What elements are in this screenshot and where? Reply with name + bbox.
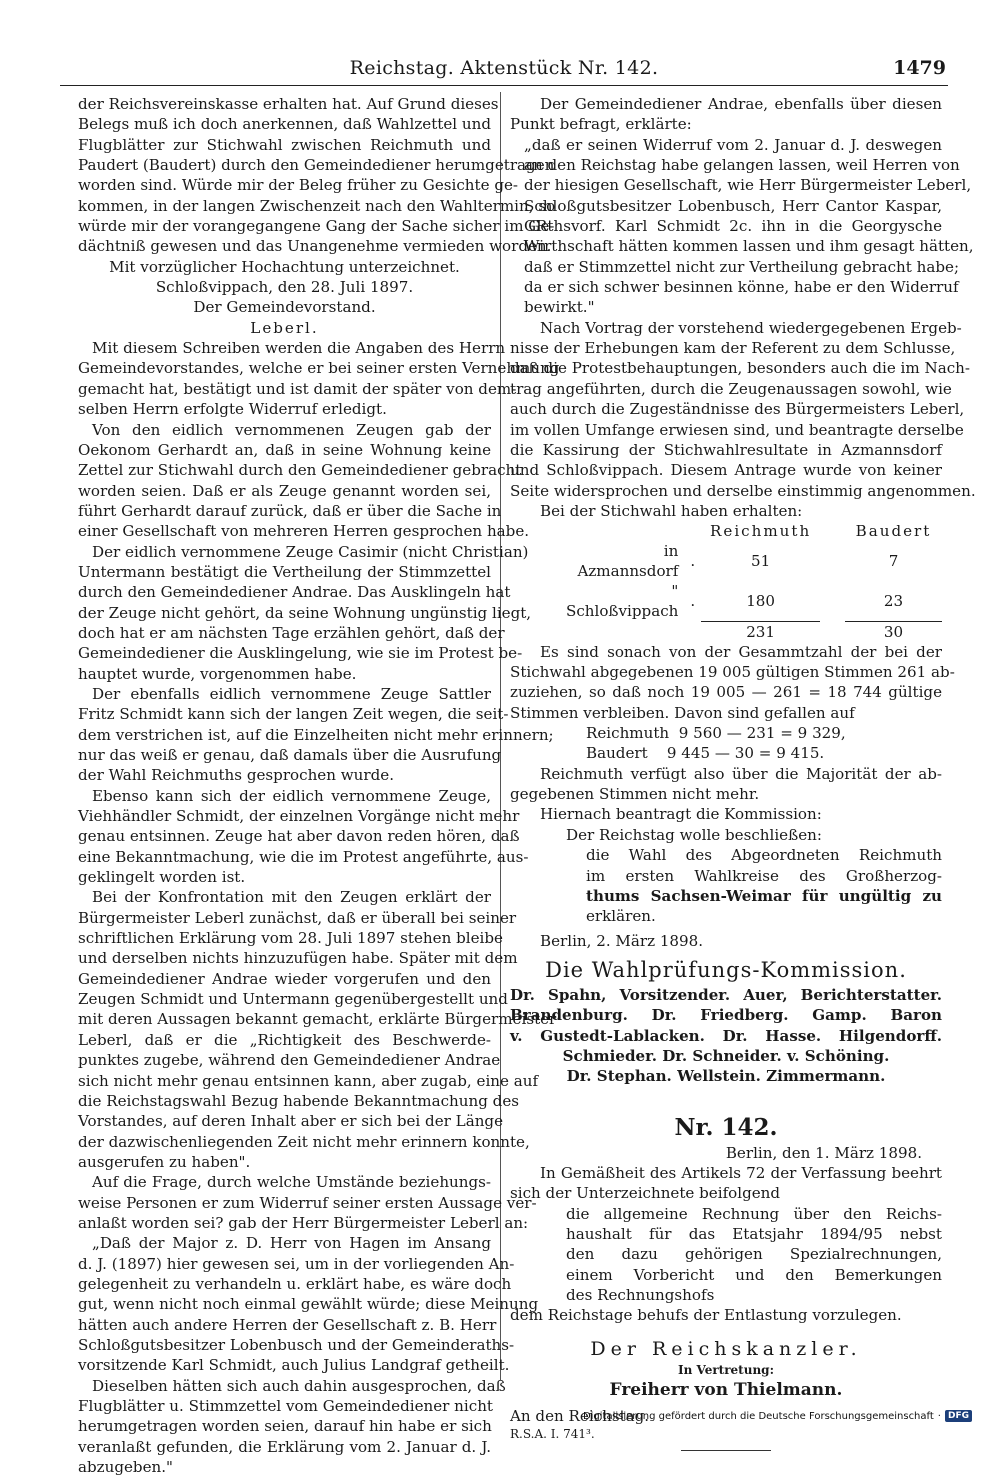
nr-paragraph-1 — [510, 1163, 942, 1204]
text-line: der Wahl Reichmuths gesprochen wurde. — [78, 766, 394, 785]
text-line: Zettel zur Stichwahl durch den Gemeindediener gebracht — [78, 461, 522, 480]
text-line: „Daß der Major z. D. Herr von Hagen im Ansang — [92, 1234, 491, 1253]
text-line: Gemeindediener Andrae wieder vorgerufen und den — [78, 969, 491, 988]
text-line: Ebenso kann sich der eidlich vernommene Zeuge, — [92, 786, 491, 805]
text-line: Der ebenfalls eidlich vernommene Zeuge Sattler — [92, 684, 491, 703]
text-line: im vollen Umfange erwiesen sind, und beantragte derselbe — [510, 420, 964, 439]
text-line: Stichwahl abgegebenen 19 005 gültigen Stimmen 261 ab- — [510, 663, 955, 682]
end-rule — [681, 1450, 771, 1451]
text-line: GRthsvorf. Karl Schmidt 2c. ihn in die Georgysche — [524, 217, 942, 236]
text-line: einer Gesellschaft von mehreren Herren gesprochen habe. — [78, 522, 530, 541]
text-line: Gemeindevorstandes, welche er bei seiner ersten Vernehmung — [78, 359, 560, 378]
right-paragraph-2 — [510, 318, 976, 501]
text-line: Leberl, daß er die „Richtigkeit des Beschwerde- — [78, 1030, 491, 1049]
text-line: In Gemäßheit des Artikels 72 der Verfassung beehrt — [540, 1163, 942, 1182]
text-line: Reichmuth verfügt also über die Majorität der ab- — [540, 764, 942, 783]
table-intro: Bei der Stichwahl haben erhalten: — [540, 501, 803, 520]
text-line: sich nicht mehr genau entsinnen kann, aber zugab, eine auf — [78, 1071, 539, 1090]
text-line: da er sich schwer besinnen könne, habe er den Widerruf — [524, 278, 959, 297]
member-line: Dr. Spahn, Vorsitzender. Auer, Berichterstatter. — [510, 985, 942, 1004]
text-line: hätten auch andere Herren der Gesellschaft z. B. Herr — [78, 1315, 497, 1334]
text-line: nisse der Erhebungen kam der Referent zu dem Schlusse, — [510, 339, 956, 358]
left-paragraph-7 — [78, 887, 557, 1172]
table-cell: 23 — [845, 581, 942, 621]
left-paragraph-6 — [78, 786, 529, 888]
letter-office: Der Gemeindevorstand. — [193, 298, 376, 317]
left-paragraph-1 — [78, 94, 556, 257]
text-line: würde mir der vorangegangene Gang der Sache sicher im Ge- — [78, 217, 555, 236]
table-cell-sep: . — [690, 552, 696, 571]
left-paragraph-3 — [78, 420, 530, 542]
nr-paragraph-3: dem Reichstage behufs der Entlastung vorzulegen. — [510, 1306, 902, 1325]
left-paragraph-2 — [78, 338, 560, 419]
text-line: ausgerufen zu haben". — [78, 1152, 251, 1171]
vote-table — [560, 521, 942, 642]
text-line: gemacht hat, bestätigt und ist damit der später von dem- — [78, 379, 517, 398]
text-line: einem Vorbericht und den Bemerkungen — [566, 1265, 942, 1284]
left-paragraph-8 — [78, 1172, 537, 1233]
text-line: genau entsinnen. Zeuge hat aber davon reden hören, daß — [78, 827, 520, 846]
text-line: bewirkt." — [524, 298, 595, 317]
letter-place-date: Schloßvippach, den 28. Juli 1897. — [155, 278, 414, 297]
text-line: hauptet wurde, vorgenommen habe. — [78, 664, 357, 683]
text-line: Belegs muß ich doch anerkennen, daß Wahlzettel und — [78, 115, 492, 134]
digitization-footer — [583, 1410, 972, 1422]
text-line: weise Personen er zum Widerruf seiner ersten Aussage ver- — [78, 1193, 537, 1212]
text-line: gelegenheit zu verhandeln u. erklärt habe, es wäre doch — [78, 1274, 512, 1293]
text-line: Viehhändler Schmidt, der einzelnen Vorgänge nicht mehr — [78, 807, 520, 826]
member-line: Brandenburg. Dr. Friedberg. Gamp. Baron — [510, 1006, 942, 1025]
table-cell: 7 — [888, 552, 899, 571]
text-line: punktes zugebe, während den Gemeindediener Andrae — [78, 1051, 501, 1070]
text-line: worden sind. Würde mir der Beleg früher zu Gesichte ge- — [78, 176, 519, 195]
text-line: an den Reichstag habe gelangen lassen, weil Herren von — [524, 156, 960, 175]
text-line: dächtniß gewesen und das Unangenehme vermieden worden. — [78, 237, 552, 256]
table-total-row — [560, 621, 942, 642]
member-line: Dr. Stephan. Wellstein. Zimmermann. — [566, 1067, 886, 1086]
member-line: v. Gustedt-Lablacken. Dr. Hasse. Hilgendorff. — [510, 1026, 942, 1045]
text-line: Oekonom Gerhardt an, daß in seine Wohnung keine — [78, 440, 491, 459]
text-line: schriftlichen Erklärung vom 28. Juli 1897 stehen bleibe — [78, 929, 503, 948]
table-row — [560, 581, 942, 621]
text-line: dem verstrichen ist, auf die Einzelheiten nicht mehr erinnern; — [78, 725, 554, 744]
text-line: vorsitzende Karl Schmidt, auch Julius Landgraf getheilt. — [78, 1356, 510, 1375]
text-line: geklingelt worden ist. — [78, 868, 246, 887]
commission-members — [510, 985, 942, 1087]
text-line: kommen, in der langen Zwischenzeit nach den Wahltermin, so — [78, 196, 556, 215]
right-paragraph-4 — [510, 764, 942, 805]
dfg-logo: DFG — [945, 1410, 972, 1422]
text-line: Schloßgutsbesitzer Lobenbusch und der Gemeinderaths- — [78, 1335, 515, 1354]
text-line: mit deren Aussagen bekannt gemacht, erklärte Bürgermeister — [78, 1010, 557, 1029]
text-line: Bei der Konfrontation mit den Zeugen erklärt der — [92, 888, 491, 907]
letter-closing: Mit vorzüglicher Hochachtung unterzeichnet. — [109, 257, 460, 276]
table-total: 231 — [746, 622, 776, 641]
text-line: auch durch die Zugeständnisse des Bürgermeisters Leberl, — [510, 400, 965, 419]
text-line: Paudert (Baudert) durch den Gemeindediener herumgetragen — [78, 156, 555, 175]
text-line: Bürgermeister Leberl zunächst, daß er überall bei seiner — [78, 908, 517, 927]
table-row — [560, 541, 942, 581]
text-line: Der Gemeindediener Andrae, ebenfalls über diesen — [540, 95, 942, 113]
text-line: der hiesigen Gesellschaft, wie Herr Bürgermeister Leberl, — [524, 176, 972, 195]
table-header-row — [560, 521, 942, 541]
text-line: zuziehen, so daß noch 19 005 — 261 = 18 744 gültige — [510, 683, 942, 702]
text-line: den dazu gehörigen Spezialrechnungen, — [566, 1245, 942, 1264]
text-line: d. J. (1897) hier gewesen sei, um in der vorliegenden An- — [78, 1254, 515, 1273]
table-cell-label: in Azmannsdorf — [577, 542, 679, 581]
text-line: worden seien. Daß er als Zeuge genannt worden sei, — [78, 481, 491, 500]
text-line: Es sind sonach von der Gesammtzahl der bei der — [540, 642, 942, 661]
text-line: Nach Vortrag der vorstehend wiedergegebenen Ergeb- — [540, 318, 962, 337]
table-total: 30 — [883, 622, 904, 641]
text-line: Flugblätter u. Stimmzettel vom Gemeindediener nicht — [78, 1397, 493, 1415]
text-line: Fritz Schmidt kann sich der langen Zeit wegen, die seit- — [78, 705, 509, 724]
report-date: Berlin, 2. März 1898. — [540, 931, 704, 950]
letter-signature: Leberl. — [250, 318, 319, 337]
table-cell-sep: . — [690, 592, 696, 611]
nr-paragraph-2 — [510, 1204, 942, 1306]
deputy-note: In Vertretung: — [678, 1362, 774, 1377]
text-line: Dieselben hätten sich auch dahin ausgesprochen, daß — [92, 1376, 506, 1395]
footer-text: Digitalisierung gefördert durch die Deutsche Forschungsgemeinschaft — [582, 1410, 934, 1422]
text-line: Mit diesem Schreiben werden die Angaben des Herrn — [92, 339, 506, 358]
right-paragraph-1 — [510, 94, 942, 135]
left-paragraph-5 — [78, 684, 554, 786]
signer-name: Freiherr von Thielmann. — [609, 1379, 843, 1400]
reichstag-resolve: Der Reichstag wolle beschließen: — [566, 825, 822, 844]
text-line: herumgetragen worden seien, darauf hin habe er sich — [78, 1417, 492, 1436]
text-line: eine Bekanntmachung, wie die im Protest angeführte, aus- — [78, 847, 529, 866]
member-line: Schmieder. Dr. Schneider. v. Schöning. — [562, 1046, 890, 1065]
text-line: selben Herrn erfolgte Widerruf erledigt. — [78, 400, 387, 419]
text-line: der Zeuge nicht gehört, da seine Wohnung ungünstig liegt, — [78, 603, 532, 622]
text-line: gut, wenn nicht noch einmal gewählt würde; diese Meinung — [78, 1295, 539, 1314]
addressee: An den Reichstag. — [510, 1406, 650, 1425]
text-line: doch hat er am nächsten Tage erzählen gehört, daß der — [78, 623, 505, 642]
text-line: Der eidlich vernommene Zeuge Casimir (nicht Christian) — [92, 542, 529, 561]
document-number: Nr. 142. — [674, 1113, 778, 1141]
commission-title: Die Wahlprüfungs-Kommission. — [545, 957, 907, 982]
text-line: trag angeführten, durch die Zeugenaussagen sowohl, wie — [510, 379, 952, 398]
text-line: die Reichstagswahl Bezug habende Bekanntmachung des — [78, 1091, 519, 1110]
right-quote — [510, 135, 974, 318]
footer-separator: · — [937, 1410, 941, 1422]
text-line: „daß er seinen Widerruf vom 2. Januar d. J. deswegen — [524, 135, 942, 154]
column-header: Baudert — [855, 522, 932, 541]
text-line: der Reichsvereinskasse erhalten hat. Auf Grund dieses — [78, 95, 499, 113]
reference-number: R.S.A. I. 741³. — [510, 1427, 595, 1442]
column-header: Reichmuth — [710, 522, 812, 541]
text-line: Stimmen verbleiben. Davon sind gefallen auf — [510, 703, 855, 722]
text-line: und derselben nichts hinzuzufügen habe. Später mit dem — [78, 949, 518, 968]
text-line: die Kassirung der Stichwahlresultate in Azmannsdorf — [510, 440, 942, 459]
text-line: der dazwischenliegenden Zeit nicht mehr erinnern konnte, — [78, 1132, 530, 1151]
text-line: veranlaßt gefunden, die Erklärung vom 2. Januar d. J. — [78, 1437, 491, 1456]
text-line: Schloßgutsbesitzer Lobenbusch, Herr Cantor Kaspar, — [524, 196, 942, 215]
text-line: des Rechnungshofs — [566, 1286, 715, 1304]
left-quote — [78, 1233, 539, 1477]
text-line: daß die Protestbehauptungen, besonders auch die im Nach- — [510, 359, 970, 378]
text-line: anlaßt worden sei? gab der Herr Bürgermeister Leberl an: — [78, 1213, 529, 1232]
motion-text — [510, 845, 942, 926]
page-header — [60, 55, 948, 86]
text-line: Gemeindediener die Ausklingelung, wie sie im Protest be- — [78, 644, 523, 663]
text-line: gegebenen Stimmen nicht mehr. — [510, 785, 760, 804]
table-cell: 180 — [701, 581, 820, 621]
left-paragraph-4 — [78, 542, 532, 684]
text-line: nur das weiß er genau, daß damals über die Ausrufung — [78, 746, 502, 764]
text-line: Flugblätter zur Stichwahl zwischen Reichmuth und — [78, 135, 491, 154]
text-line: sich der Unterzeichnete beifolgend — [510, 1184, 781, 1203]
calc-line: Reichmuth 9 560 — 231 = 9 329, — [586, 724, 846, 743]
page-number: 1479 — [893, 57, 946, 79]
text-line: die Wahl des Abgeordneten Reichmuth — [586, 846, 942, 865]
text-line: haushalt für das Etatsjahr 1894/95 nebst — [566, 1224, 942, 1243]
text-line: Punkt befragt, erklärte: — [510, 115, 692, 134]
text-line: und Schloßvippach. Diesem Antrage wurde von keiner — [510, 461, 942, 480]
text-line: thums Sachsen-Weimar für ungültig zu — [586, 886, 942, 905]
text-line: Von den eidlich vernommenen Zeugen gab der — [92, 420, 491, 439]
text-line: Vorstandes, auf deren Inhalt aber er sich bei der Länge — [78, 1112, 504, 1131]
text-line: erklären. — [586, 907, 656, 926]
text-line: abzugeben." — [78, 1458, 173, 1477]
commission-motion-intro: Hiernach beantragt die Kommission: — [540, 805, 822, 824]
text-line: Zeugen Schmidt und Untermann gegenübergestellt und — [78, 990, 508, 1009]
document-date: Berlin, den 1. März 1898. — [725, 1143, 922, 1162]
table-cell-label: " Schloßvippach — [566, 582, 679, 621]
running-title: Reichstag. Aktenstück Nr. 142. — [349, 57, 659, 79]
chancellor-title: Der Reichskanzler. — [590, 1337, 862, 1360]
text-line: Seite widersprochen und derselbe einstimmig angenommen. — [510, 481, 976, 500]
text-line: Auf die Frage, durch welche Umstände beziehungs- — [92, 1173, 491, 1192]
text-line: daß er Stimmzettel nicht zur Vertheilung gebracht habe; — [524, 257, 960, 276]
text-line: Untermann bestätigt die Vertheilung der Stimmzettel — [78, 562, 491, 581]
calculation — [510, 723, 942, 764]
text-line: durch den Gemeindediener Andrae. Das Ausklingeln hat — [78, 583, 511, 602]
text-line: die allgemeine Rechnung über den Reichs- — [566, 1204, 942, 1223]
calc-line: Baudert 9 445 — 30 = 9 415. — [586, 744, 825, 763]
text-line: Wirthschaft hätten kommen lassen und ihm gesagt hätten, — [524, 237, 974, 256]
right-paragraph-3 — [510, 642, 955, 723]
text-line: im ersten Wahlkreise des Großherzog- — [586, 866, 942, 885]
text-line: führt Gerhardt darauf zurück, daß er über die Sache in — [78, 501, 502, 520]
table-cell: 51 — [751, 552, 771, 571]
